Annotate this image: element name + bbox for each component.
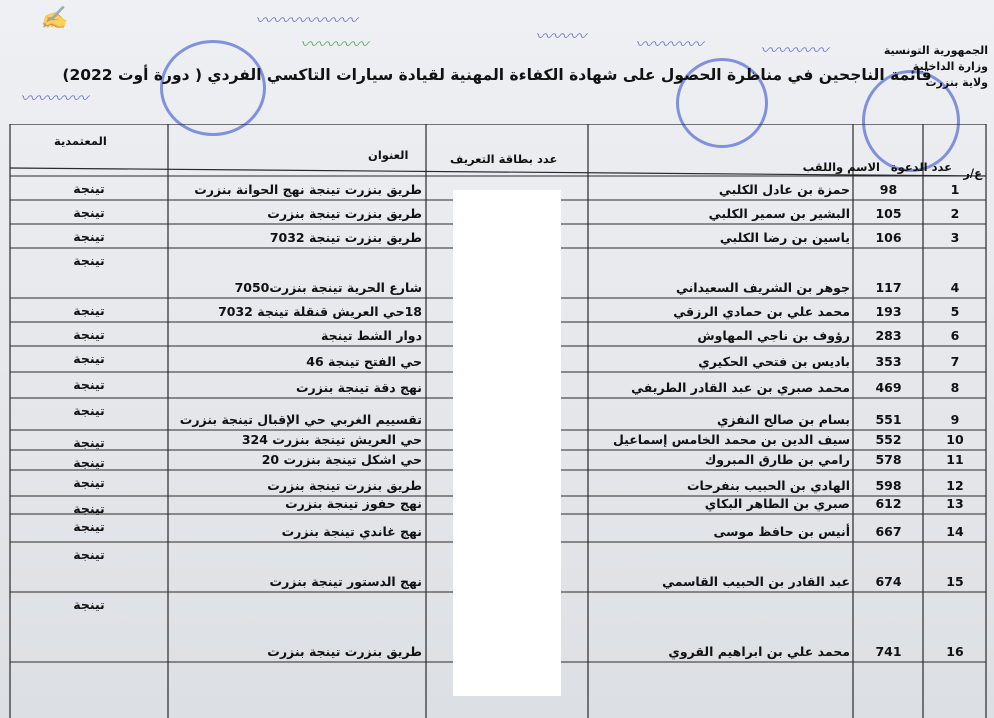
row-address: طريق بنزرت تينجة 7032 bbox=[269, 230, 422, 245]
row-delegation: تينجة bbox=[73, 455, 105, 470]
row-name: رؤوف بن ناجي المهاوش bbox=[697, 328, 850, 343]
row-invitation: 741 bbox=[875, 644, 902, 659]
ministry-line-3: ولاية بنزرت bbox=[925, 76, 988, 89]
signature-scribble-4: 〰〰〰〰 bbox=[635, 35, 703, 55]
row-invitation: 469 bbox=[875, 380, 902, 395]
row-address: حي العريش تينجة بنزرت 324 bbox=[241, 432, 422, 447]
row-index: 10 bbox=[946, 432, 964, 447]
ministry-line-2: وزارة الداخلية bbox=[912, 60, 988, 73]
row-index: 8 bbox=[950, 380, 960, 395]
row-name: رامي بن طارق المبروك bbox=[704, 452, 850, 467]
row-index: 12 bbox=[946, 478, 964, 493]
row-delegation: تينجة bbox=[73, 205, 105, 220]
header-delegation: المعتمدية bbox=[54, 134, 107, 148]
row-address: نهج الدستور تينجة بنزرت bbox=[269, 574, 422, 589]
row-index: 16 bbox=[946, 644, 964, 659]
row-address: طريق بنزرت تينجة بنزرت bbox=[267, 206, 422, 221]
row-index: 13 bbox=[946, 496, 964, 511]
signature-scribble-3: 〰〰〰 bbox=[535, 27, 586, 47]
row-delegation: تينجة bbox=[73, 377, 105, 392]
row-address: حي اشكل تينجة بنزرت 20 bbox=[261, 452, 422, 467]
row-invitation: 551 bbox=[875, 412, 902, 427]
row-delegation: تينجة bbox=[73, 547, 105, 562]
row-address: دوار الشط تينجة bbox=[321, 328, 422, 343]
row-invitation: 283 bbox=[875, 328, 902, 343]
row-address: نهج حفوز تينجة بنزرت bbox=[285, 496, 422, 511]
row-invitation: 667 bbox=[875, 524, 902, 539]
signature-scribble-5: 〰〰〰〰 bbox=[760, 41, 828, 61]
header-name: الاسم واللقب bbox=[802, 160, 880, 174]
row-name: الهادي بن الحبيب بنفرحات bbox=[686, 478, 850, 493]
row-address: 18حي العريش قنقلة تينجة 7032 bbox=[218, 304, 422, 319]
row-index: 3 bbox=[950, 230, 960, 245]
header-address: العنوان bbox=[368, 148, 409, 162]
row-index: 1 bbox=[950, 182, 960, 197]
signature-green-1: ✍ bbox=[40, 6, 68, 31]
row-invitation: 353 bbox=[875, 354, 902, 369]
row-name: أنيس بن حافظ موسى bbox=[713, 524, 850, 539]
row-name: سيف الدين بن محمد الخامس إسماعيل bbox=[612, 432, 850, 447]
row-name: عبد القادر بن الحبيب القاسمي bbox=[662, 574, 850, 589]
row-name: البشير بن سمير الكلبي bbox=[708, 206, 850, 221]
header-index: ع/ر bbox=[963, 166, 982, 180]
row-delegation: تينجة bbox=[73, 519, 105, 534]
row-invitation: 105 bbox=[875, 206, 902, 221]
row-delegation: تينجة bbox=[73, 253, 105, 268]
row-address: تقسييم الغربي حي الإقبال تينجة بنزرت bbox=[179, 412, 422, 427]
row-invitation: 612 bbox=[875, 496, 902, 511]
row-name: ياسين بن رضا الكلبي bbox=[719, 230, 850, 245]
row-name: جوهر بن الشريف السعيداني bbox=[675, 280, 850, 295]
row-delegation: تينجة bbox=[73, 181, 105, 196]
row-delegation: تينجة bbox=[73, 435, 105, 450]
row-delegation: تينجة bbox=[73, 403, 105, 418]
row-index: 2 bbox=[950, 206, 960, 221]
row-invitation: 117 bbox=[875, 280, 902, 295]
row-address: حي الفتح تينجة 46 bbox=[306, 354, 422, 369]
redacted-id-column bbox=[453, 190, 561, 696]
row-name: باديس بن فتحي الحكيري bbox=[698, 354, 850, 369]
row-index: 6 bbox=[950, 328, 960, 343]
row-index: 9 bbox=[950, 412, 960, 427]
row-address: طريق بنزرت تينجة بنزرت bbox=[267, 644, 422, 659]
row-delegation: تينجة bbox=[73, 229, 105, 244]
row-index: 4 bbox=[950, 280, 960, 295]
row-index: 11 bbox=[946, 452, 964, 467]
ministry-line-1: الجمهورية التونسية bbox=[883, 44, 988, 57]
row-name: بسام بن صالح النفزي bbox=[716, 412, 850, 427]
row-name: صبري بن الطاهر البكاي bbox=[704, 496, 850, 511]
row-invitation: 193 bbox=[875, 304, 902, 319]
row-index: 5 bbox=[950, 304, 960, 319]
signature-scribble-6: 〰〰〰〰 bbox=[20, 89, 88, 109]
row-delegation: تينجة bbox=[73, 501, 105, 516]
row-address: شارع الحرية تينجة بنزرت7050 bbox=[234, 280, 422, 295]
row-invitation: 598 bbox=[875, 478, 902, 493]
row-name: محمد صبري بن عبد القادر الطريفي bbox=[631, 380, 850, 395]
official-seal-left bbox=[160, 40, 266, 136]
row-invitation: 578 bbox=[875, 452, 902, 467]
row-delegation: تينجة bbox=[73, 327, 105, 342]
row-delegation: تينجة bbox=[73, 475, 105, 490]
signature-scribble-1: 〰〰〰〰〰〰 bbox=[255, 11, 357, 31]
row-name: محمد علي بن حمادي الرزقي bbox=[673, 304, 850, 319]
row-index: 7 bbox=[950, 354, 960, 369]
row-address: طريق بنزرت تينجة بنزرت bbox=[267, 478, 422, 493]
row-delegation: تينجة bbox=[73, 597, 105, 612]
row-delegation: تينجة bbox=[73, 303, 105, 318]
header-id-card: عدد بطاقة التعريف bbox=[450, 152, 558, 166]
row-invitation: 106 bbox=[875, 230, 902, 245]
signature-scribble-2: 〰〰〰〰 bbox=[300, 35, 368, 55]
row-index: 14 bbox=[946, 524, 964, 539]
document-title: قائمة الناجحين في مناظرة الحصول على شهادة الكفاءة المهنية لقيادة سيارات التاكسي الفردي ( دورة أوت 2022) bbox=[62, 66, 932, 84]
row-address: نهج دقة تينجة بنزرت bbox=[295, 380, 422, 395]
row-index: 15 bbox=[946, 574, 964, 589]
row-name: حمزة بن عادل الكلبي bbox=[718, 182, 850, 197]
row-address: طريق بنزرت تينجة نهج الحوانة بنزرت bbox=[194, 182, 422, 197]
row-invitation: 98 bbox=[879, 182, 898, 197]
row-name: محمد علي بن ابراهيم القروي bbox=[668, 644, 850, 659]
row-invitation: 674 bbox=[875, 574, 902, 589]
row-delegation: تينجة bbox=[73, 351, 105, 366]
row-address: نهج غاندي تينجة بنزرت bbox=[281, 524, 422, 539]
row-invitation: 552 bbox=[875, 432, 902, 447]
header-invitation: عدد الدعوة bbox=[890, 160, 952, 174]
